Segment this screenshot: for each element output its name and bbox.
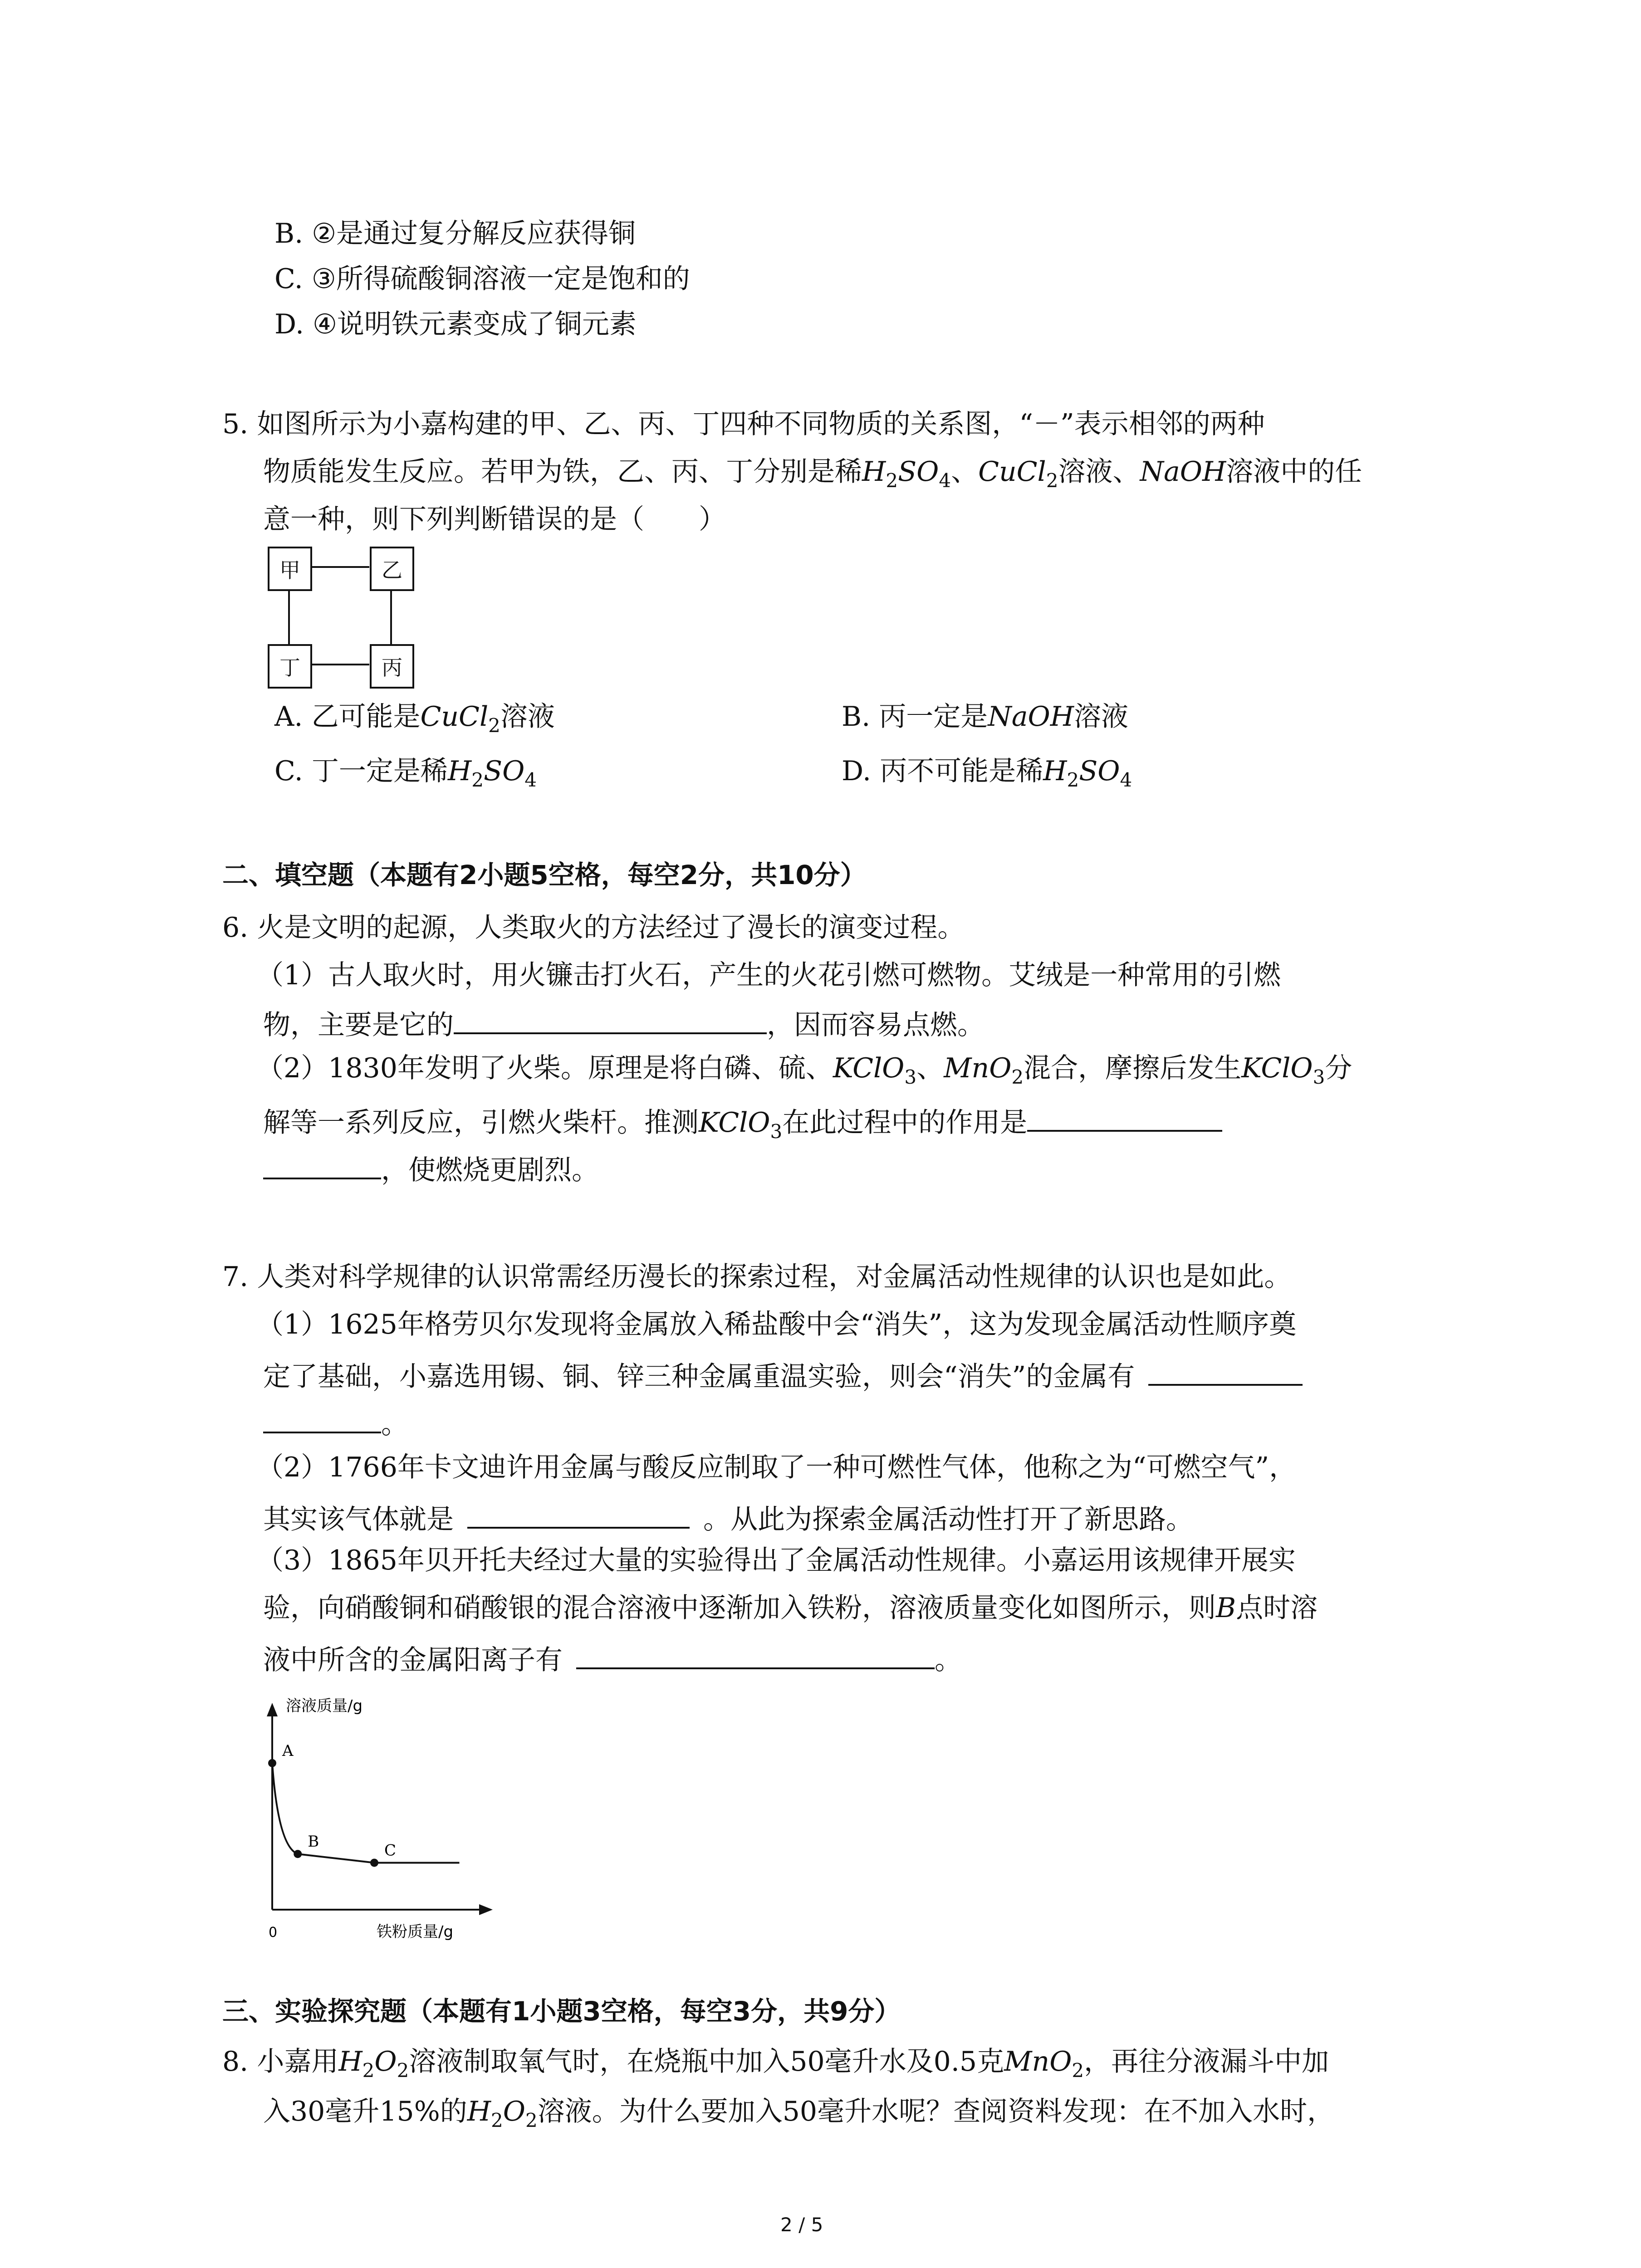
node-ding: 丁 bbox=[268, 644, 312, 689]
q6-line1: 6. 火是文明的起源，人类取火的方法经过了漫长的演变过程。 bbox=[222, 912, 965, 943]
q6-line2: （1）古人取火时，用火镰击打火石，产生的火花引燃可燃物。艾绒是一种常用的引燃 bbox=[256, 959, 1281, 991]
data-point-c bbox=[370, 1859, 378, 1867]
solution-mass-chart bbox=[245, 1696, 499, 1950]
page-number: 2 / 5 bbox=[780, 2214, 823, 2236]
q6-blank-1[interactable] bbox=[454, 1007, 767, 1034]
y-axis-arrow bbox=[267, 1703, 278, 1716]
q7-line1: 7. 人类对科学规律的认识常需经历漫长的探索过程，对金属活动性规律的认识也是如此。 bbox=[222, 1261, 1292, 1293]
q5-option-a: A. 乙可能是CuCl$_2$溶液 bbox=[274, 701, 555, 737]
q7-line3: 定了基础，小嘉选用锡、铜、锌三种金属重温实验，则会“消失”的金属有 bbox=[263, 1359, 1303, 1390]
node-yi: 乙 bbox=[370, 547, 414, 591]
q6-line4: （2）1830年发明了火柴。原理是将白磷、硫、KClO$_3$、MnO$_2$混合，摩擦后发生KClO$_3$分 bbox=[256, 1052, 1352, 1088]
q7-blank-1-cont[interactable] bbox=[263, 1406, 381, 1433]
q6-line6: ，使燃烧更剧烈。 bbox=[263, 1152, 599, 1184]
q7-blank-2[interactable] bbox=[467, 1501, 690, 1529]
data-point-label-a: A bbox=[282, 1741, 294, 1760]
q5-option-d: D. 丙不可能是稀$H_2SO_4$ bbox=[842, 755, 1132, 791]
q5-option-c: C. 丁一定是稀$H_2SO_4$ bbox=[274, 755, 537, 791]
q6-blank-2[interactable] bbox=[1027, 1105, 1222, 1132]
q7-line5: （2）1766年卡文迪许用金属与酸反应制取了一种可燃性气体，他称之为“可燃空气”， bbox=[256, 1452, 1297, 1483]
section2-heading: 二、填空题（本题有2小题5空格，每空2分，共10分） bbox=[222, 860, 867, 890]
q8-line2: 入30毫升15%的$H_2O_2$溶液。为什么要加入50毫升水呢？查阅资料发现：在不加入水时， bbox=[263, 2096, 1335, 2131]
node-bing: 丙 bbox=[370, 644, 414, 689]
section3-heading: 三、实验探究题（本题有1小题3空格，每空3分，共9分） bbox=[222, 1996, 901, 2027]
data-point-a bbox=[268, 1759, 276, 1767]
q6-blank-2-cont[interactable] bbox=[263, 1152, 381, 1179]
link-jia-yi bbox=[309, 566, 369, 568]
q7-blank-1[interactable] bbox=[1148, 1359, 1303, 1386]
link-jia-ding bbox=[288, 587, 290, 645]
data-point-b bbox=[294, 1850, 302, 1858]
data-point-label-b: B bbox=[308, 1833, 319, 1851]
origin-label: 0 bbox=[269, 1925, 278, 1941]
link-yi-bing bbox=[390, 587, 392, 645]
node-jia: 甲 bbox=[268, 547, 312, 591]
q5-option-b: B. 丙一定是NaOH溶液 bbox=[842, 701, 1129, 733]
q4-option-d: D. ④说明铁元素变成了铜元素 bbox=[274, 308, 637, 340]
link-ding-bing bbox=[309, 664, 369, 665]
q5-line2: 物质能发生反应。若甲为铁，乙、丙、丁分别是稀$H_2SO_4$、CuCl$_2$溶液、NaOH溶液中的任 bbox=[263, 456, 1362, 492]
x-axis-arrow bbox=[479, 1904, 493, 1915]
q7-blank-3[interactable] bbox=[576, 1642, 935, 1669]
q8-line1: 8. 小嘉用$H_2O_2$溶液制取氧气时，在烧瓶中加入50毫升水及0.5克MnO$_2$，再往分液漏斗中加 bbox=[222, 2046, 1329, 2082]
chart-axes bbox=[267, 1697, 493, 1941]
q4-option-c: C. ③所得硫酸铜溶液一定是饱和的 bbox=[274, 263, 690, 295]
x-axis-label: 铁粉质量/g bbox=[377, 1923, 454, 1941]
q7-line4: 。 bbox=[263, 1406, 408, 1438]
q7-line6: 其实该气体就是 。从此为探索金属活动性打开了新思路。 bbox=[263, 1501, 1193, 1533]
y-axis-label: 溶液质量/g bbox=[286, 1697, 363, 1715]
q7-line7: （3）1865年贝开托夫经过大量的实验得出了金属活动性规律。小嘉运用该规律开展实 bbox=[256, 1545, 1296, 1576]
q4-option-b: B. ②是通过复分解反应获得铜 bbox=[274, 218, 636, 249]
q6-line5: 解等一系列反应，引燃火柴杆。推测KClO$_3$在此过程中的作用是 bbox=[263, 1105, 1222, 1141]
q7-line9: 液中所含的金属阳离子有 。 bbox=[263, 1642, 962, 1674]
chart-marks bbox=[268, 1742, 460, 1867]
q6-line3: 物，主要是它的 ，因而容易点燃。 bbox=[263, 1007, 985, 1039]
q5-line1: 5. 如图所示为小嘉构建的甲、乙、丙、丁四种不同物质的关系图，“－”表示相邻的两种 bbox=[222, 408, 1265, 440]
series-line bbox=[272, 1763, 460, 1863]
data-point-label-c: C bbox=[384, 1841, 397, 1860]
q7-line2: （1）1625年格劳贝尔发现将金属放入稀盐酸中会“消失”，这为发现金属活动性顺序奠 bbox=[256, 1309, 1297, 1340]
q7-line8: 验，向硝酸铜和硝酸银的混合溶液中逐渐加入铁粉，溶液质量变化如图所示，则B点时溶 bbox=[263, 1592, 1318, 1624]
q5-line3: 意一种，则下列判断错误的是（ ） bbox=[263, 503, 726, 535]
